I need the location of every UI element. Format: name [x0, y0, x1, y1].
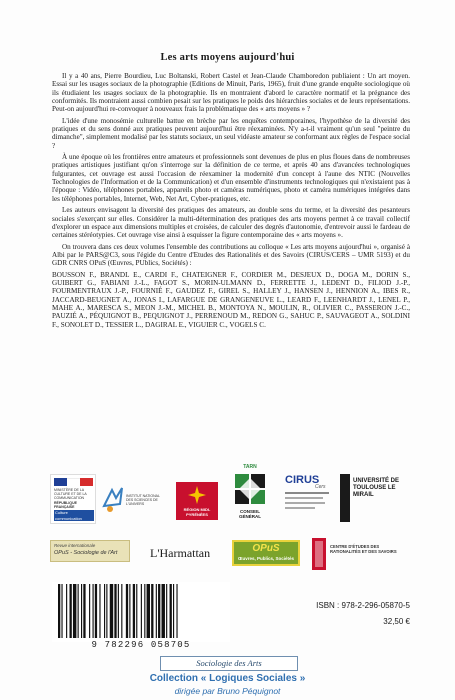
- institut-logo: [102, 484, 164, 520]
- opus-revue-title-label: OPuS - Sociologie de l'Art: [54, 550, 118, 556]
- tarn-emblem-icon: [233, 472, 267, 506]
- cirus-sub-label: Cers: [315, 484, 326, 490]
- summary-paragraph: On trouvera dans ces deux volumes l'ensemble des contributions au colloque « Les arts moyens aujourd'hui », organisé à Albi par le PARS@C3, sous l'égide du Centre d'Etudes des Rationalités et des Savoirs (CIRUS/CERS – UMR 5193) et du GDR CNRS OPuS (Œuvres, PUblics, Sociétés) :: [52, 242, 410, 268]
- bird-icon: [102, 486, 124, 514]
- summary-paragraph: L'idée d'une monosémie culturelle battue en brèche par les enquêtes contemporaines, l'hypothèse de la diversité des pratiques et du sens donné aux pratiques peuvent aujourd'hui être réexaminées. N'y a-t-il vraiment qu'un seul "peintre du dimanche", simplement modalisé par les statuts sociaux, un seul vidéaste amateur se conformant aux règles de l'espace social ?: [52, 116, 410, 150]
- opus-green-logo: [232, 540, 300, 566]
- summary-paragraph: Les auteurs envisagent la diversité des pratiques des amateurs, au double sens du terme, et la diversité des pesanteurs sociales s'exerçant sur elles. Considérer la multi-détermination des pratiques des arts moyens permet à ce travail collectif d'explorer un espace aux dimensions multiples et croisées, de calculer des degrés d'autonomie, d'entrevoir aussi le fardeau de certaines stéréotypies. Cet ouvrage vise ainsi à esquisser la figure contemporaine des « arts moyens ».: [52, 206, 410, 240]
- harmattan-logo: [150, 544, 220, 566]
- opus-revue-top-label: Revue internationale: [54, 543, 96, 548]
- isbn-block: [316, 598, 410, 630]
- cirus-logo: [283, 474, 333, 520]
- institut-label: INSTITUT NATIONAL DES SCIENCES DE L'UNIVERS: [126, 494, 160, 506]
- contributors-list: BOUSSON F., BRANDL E., CARDI F., CHATEIGNER F., CORDIER M., DESJEUX D., DOGA M., DORIN S., GUIBERT G., FABIANI J.-L., FAGOT S., MORIN-ULMANN D., FERRETTE J., LEDENT D., FILIOD J.-P., FOURMENTRAUX J.-P., FOURNIÉ F., GAUDEZ F., GIREL S., HALLEY J., HANSEN J., HENNION A., IBES R., JACCARD-BEUGNET A., JONAS I., LAFARGUE DE GRANGENEUVE L., LEARD F., LEENHARDT J., LENEL P., MAHE A., MARESCA S., MEON J.-M., MICHEL B., MONTOYA N., MOULIN, R., OLIVIER C., PASSERON J.-C., PAUZIÉ A., PÉQUIGNOT B., PEQUIGNOT J., PERRENOUD M., REDON G., SAHUC P., SAUVAGEOT A., SOLDINI F., SONOLET D., TESSIER L., DAGIRAL E., VIGUIER C., VOGELS C.: [52, 270, 410, 329]
- region-midi-pyrenees-logo: [176, 482, 218, 520]
- cers-logo: [312, 538, 402, 570]
- republique-label: RÉPUBLIQUE FRANÇAISE: [54, 501, 77, 509]
- collection-title: Collection « Logiques Sociales »: [149, 673, 306, 684]
- series-label: Sociologie des Arts: [160, 656, 298, 671]
- barcode-number: 9 782296 058705: [91, 640, 191, 650]
- university-label: UNIVERSITÉ DE TOULOUSE LE MIRAIL: [353, 478, 400, 498]
- harmattan-label: L'Harmattan: [150, 546, 211, 560]
- occitan-cross-icon: [187, 485, 207, 505]
- price-text: 32,50 €: [383, 617, 410, 626]
- culture-communication-label: Culture communication: [54, 510, 94, 521]
- summary-paragraph: Il y a 40 ans, Pierre Bourdieu, Luc Boltanski, Robert Castel et Jean-Claude Chamboredon publiaient : Un art moyen. Essai sur les usages sociaux de la photographie (Editions de Minuit, Paris, 1965), fruit d'une grande enquête sociologique où ils étudiaient les usages sociaux de la photographie. Ils en montraient d'abord le caractère normatif et la prégnance des conformités. Ils montraient aussi combien pesait sur les pratiques le poids des hiérarchies sociales et de leurs représentations. Peut-on aujourd'hui re-convoquer à nouveaux frais la problématique des « arts moyens » ?: [52, 72, 410, 114]
- collection-director: dirigée par Bruno Péquignot: [174, 686, 281, 696]
- conseil-general-label: CONSEIL GÉNÉRAL: [238, 509, 261, 519]
- university-toulouse-logo: [340, 474, 404, 522]
- tarn-conseil-general-logo: [230, 464, 270, 524]
- ministere-label: MINISTÈRE DE LA CULTURE ET DE LA COMMUNICATION: [54, 488, 87, 500]
- cirus-label: CIRUS: [285, 474, 320, 486]
- cers-label: CENTRE D'ÉTUDES DES RATIONALITÉS ET DES SAVOIRS: [330, 544, 397, 554]
- ministere-culture-logo: [50, 474, 96, 524]
- region-label: RÉGION MIDI-PYRÉNÉES: [183, 507, 211, 517]
- opus-revue-logo: [50, 540, 130, 562]
- opus-green-label: OPuS: [252, 543, 280, 554]
- tarn-label: TARN: [243, 464, 257, 470]
- isbn-text: ISBN : 978-2-296-05870-5: [316, 601, 410, 610]
- opus-green-sub-label: Œuvres, Publics, Sociétés: [237, 556, 295, 561]
- barcode: [52, 582, 230, 642]
- summary-text: [52, 72, 410, 332]
- summary-paragraph: À une époque où les frontières entre amateurs et professionnels sont devenues de plus en plus floues dans de nombreuses pratiques artistiques justifiant qu'on s'interroge sur la définition de ce terme, et après 40 ans d'avancées technologiques fulgurantes, cet ouvrage est aussi l'occasion de réexaminer la modernité d'un concept à l'aune des NTIC (Nouvelles Technologies de l'Information et de la Communication) et d'un ensemble d'instruments technologiques qui n'existaient pas à l'époque : Vidéo, téléphones portables, appareils photo et caméras numériques, photo et caméra numériques intégrées dans les téléphones portables, Internet, Web, Net Art, Cyber-pratiques, etc.: [52, 153, 410, 203]
- barcode-bars-icon: [52, 582, 230, 640]
- book-title: Les arts moyens aujourd'hui: [160, 52, 295, 63]
